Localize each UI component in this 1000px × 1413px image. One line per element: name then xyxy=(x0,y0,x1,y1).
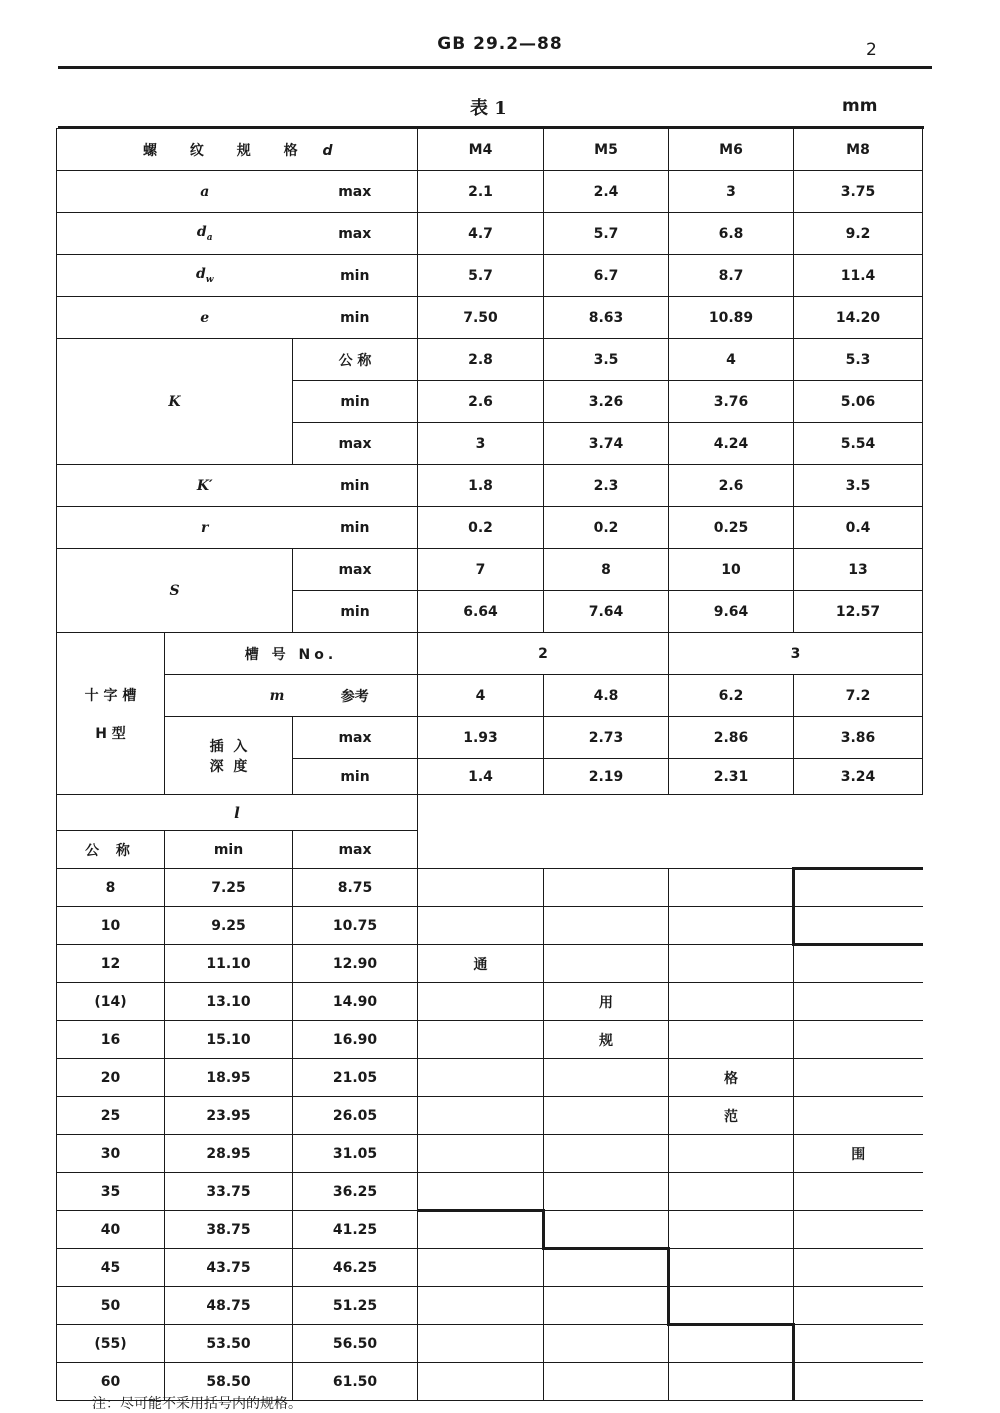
size-header: M6 xyxy=(669,129,794,171)
length-symbol: l xyxy=(57,795,418,831)
length-row xyxy=(57,1249,923,1287)
value-cell: 6.64 xyxy=(418,591,544,633)
insertion-depth-label: 插 入 xyxy=(209,738,248,755)
length-row xyxy=(57,1135,923,1173)
value-cell: 3.76 xyxy=(669,381,794,423)
size-header: M5 xyxy=(544,129,669,171)
value-cell: 13 xyxy=(794,549,923,591)
range-cell xyxy=(669,1249,794,1287)
min-length-header: min xyxy=(165,831,293,869)
cross-slot-label: 十 字 槽 xyxy=(84,687,137,704)
value-cell: 3 xyxy=(418,423,544,465)
max-length: 41.25 xyxy=(293,1211,418,1249)
value-cell: 1.8 xyxy=(418,465,544,507)
value-cell: 3 xyxy=(669,171,794,213)
value-cell: 5.54 xyxy=(794,423,923,465)
table-row xyxy=(57,507,923,549)
param-symbol-k: K xyxy=(57,339,293,465)
range-cell xyxy=(544,1325,669,1363)
range-cell xyxy=(794,1249,923,1287)
value-cell: 0.2 xyxy=(544,507,669,549)
length-row xyxy=(57,945,923,983)
limit-label: max xyxy=(293,717,418,759)
nominal-length: 50 xyxy=(57,1287,165,1325)
length-row xyxy=(57,907,923,945)
range-cell xyxy=(794,1135,923,1173)
length-row xyxy=(57,1173,923,1211)
min-length: 58.50 xyxy=(165,1363,293,1401)
range-cell xyxy=(544,983,669,1021)
range-cell xyxy=(544,1363,669,1401)
range-cell xyxy=(794,1287,923,1325)
min-length: 28.95 xyxy=(165,1135,293,1173)
limit-label: min xyxy=(293,759,418,795)
range-cell xyxy=(669,1325,794,1363)
range-cell xyxy=(544,1097,669,1135)
size-header: M8 xyxy=(794,129,923,171)
range-cell xyxy=(669,869,794,907)
insertion-depth-label: 深 度 xyxy=(209,758,248,775)
min-length: 7.25 xyxy=(165,869,293,907)
length-row xyxy=(57,1287,923,1325)
length-row xyxy=(57,1211,923,1249)
table-row xyxy=(57,255,923,297)
nominal-length: 35 xyxy=(57,1173,165,1211)
min-length: 48.75 xyxy=(165,1287,293,1325)
spec-label: 螺 纹 规 格 xyxy=(143,142,312,159)
value-cell: 9.2 xyxy=(794,213,923,255)
range-cell xyxy=(544,1211,669,1249)
range-cell xyxy=(418,869,544,907)
range-cell xyxy=(669,1363,794,1401)
value-cell: 6.8 xyxy=(669,213,794,255)
range-cell xyxy=(418,1059,544,1097)
value-cell: 3.24 xyxy=(794,759,923,795)
limit-label: 公 称 xyxy=(293,339,418,381)
max-length: 14.90 xyxy=(293,983,418,1021)
value-cell: 3.86 xyxy=(794,717,923,759)
general-range-char: 格 xyxy=(724,1070,739,1087)
value-cell: 10.89 xyxy=(669,297,794,339)
limit-label: max xyxy=(293,549,418,591)
value-cell: 4 xyxy=(418,675,544,717)
value-cell: 2.8 xyxy=(418,339,544,381)
param-symbol-da: $d_a$ xyxy=(57,213,293,255)
spec-symbol: d xyxy=(322,142,333,159)
table-row xyxy=(57,549,923,591)
max-length: 51.25 xyxy=(293,1287,418,1325)
value-cell: 5.06 xyxy=(794,381,923,423)
m-reference-label: 参考 xyxy=(293,675,418,717)
range-cell xyxy=(544,1021,669,1059)
general-range-char: 围 xyxy=(851,1146,866,1163)
range-cell xyxy=(669,1135,794,1173)
range-cell xyxy=(418,983,544,1021)
value-cell: 5.3 xyxy=(794,339,923,381)
range-cell xyxy=(544,907,669,945)
value-cell: 0.4 xyxy=(794,507,923,549)
table-row xyxy=(57,171,923,213)
max-length: 46.25 xyxy=(293,1249,418,1287)
range-cell xyxy=(544,869,669,907)
value-cell: 2.31 xyxy=(669,759,794,795)
value-cell: 4.7 xyxy=(418,213,544,255)
table-header-row xyxy=(57,129,923,171)
limit-label: min xyxy=(293,507,418,549)
nominal-length: (14) xyxy=(57,983,165,1021)
length-row xyxy=(57,869,923,907)
nominal-length: 60 xyxy=(57,1363,165,1401)
slot-number-value: 3 xyxy=(669,633,923,675)
value-cell: 14.20 xyxy=(794,297,923,339)
slot-number-value: 2 xyxy=(418,633,669,675)
m-symbol: m xyxy=(165,675,293,717)
table-row xyxy=(57,339,923,381)
dimension-table xyxy=(56,128,923,1401)
range-cell xyxy=(544,1249,669,1287)
header-rule xyxy=(58,66,932,69)
range-cell xyxy=(669,945,794,983)
length-row xyxy=(57,1021,923,1059)
value-cell: 5.7 xyxy=(418,255,544,297)
limit-label: min xyxy=(293,297,418,339)
insertion-depth-label-cell xyxy=(165,717,293,795)
min-length: 18.95 xyxy=(165,1059,293,1097)
range-cell xyxy=(418,907,544,945)
value-cell: 2.19 xyxy=(544,759,669,795)
range-cell xyxy=(794,1211,923,1249)
max-length: 16.90 xyxy=(293,1021,418,1059)
value-cell: 8.63 xyxy=(544,297,669,339)
max-length: 61.50 xyxy=(293,1363,418,1401)
range-cell xyxy=(418,1097,544,1135)
min-length: 38.75 xyxy=(165,1211,293,1249)
value-cell: 0.25 xyxy=(669,507,794,549)
range-cell xyxy=(794,983,923,1021)
general-range-char: 范 xyxy=(724,1108,739,1125)
nominal-length: 16 xyxy=(57,1021,165,1059)
range-cell xyxy=(669,1173,794,1211)
spec-header-cell xyxy=(57,129,418,171)
max-length: 26.05 xyxy=(293,1097,418,1135)
param-symbol-e: e xyxy=(57,297,293,339)
slot-number-label: 槽 号 No. xyxy=(165,633,418,675)
table-row xyxy=(57,297,923,339)
range-cell xyxy=(544,1287,669,1325)
value-cell: 4.24 xyxy=(669,423,794,465)
value-cell: 11.4 xyxy=(794,255,923,297)
limit-label: min xyxy=(293,591,418,633)
limit-label: max xyxy=(293,171,418,213)
length-range-header xyxy=(418,795,923,869)
length-row xyxy=(57,983,923,1021)
max-length: 12.90 xyxy=(293,945,418,983)
min-length: 13.10 xyxy=(165,983,293,1021)
max-length-header: max xyxy=(293,831,418,869)
min-length: 33.75 xyxy=(165,1173,293,1211)
range-cell xyxy=(794,1021,923,1059)
nominal-length: 10 xyxy=(57,907,165,945)
range-cell xyxy=(544,1135,669,1173)
table-row xyxy=(57,465,923,507)
range-cell xyxy=(418,1135,544,1173)
value-cell: 8 xyxy=(544,549,669,591)
range-cell xyxy=(669,1021,794,1059)
value-cell: 7.50 xyxy=(418,297,544,339)
length-row xyxy=(57,1325,923,1363)
range-cell xyxy=(669,1287,794,1325)
range-cell xyxy=(669,1211,794,1249)
limit-label: max xyxy=(293,423,418,465)
min-length: 9.25 xyxy=(165,907,293,945)
min-length: 43.75 xyxy=(165,1249,293,1287)
range-cell xyxy=(669,1097,794,1135)
general-range-char: 规 xyxy=(599,1032,614,1049)
value-cell: 7.2 xyxy=(794,675,923,717)
value-cell: 1.4 xyxy=(418,759,544,795)
general-range-char: 用 xyxy=(599,994,614,1011)
range-cell xyxy=(418,1325,544,1363)
range-cell xyxy=(669,907,794,945)
cross-slot-type: H 型 xyxy=(95,725,126,742)
param-symbol-dw: $d_w$ xyxy=(57,255,293,297)
value-cell: 7 xyxy=(418,549,544,591)
max-length: 10.75 xyxy=(293,907,418,945)
nominal-length: (55) xyxy=(57,1325,165,1363)
nominal-length: 45 xyxy=(57,1249,165,1287)
value-cell: 9.64 xyxy=(669,591,794,633)
min-length: 15.10 xyxy=(165,1021,293,1059)
table-title: 表 1 xyxy=(470,98,507,119)
max-length: 36.25 xyxy=(293,1173,418,1211)
value-cell: 3.5 xyxy=(544,339,669,381)
general-range-char: 通 xyxy=(473,956,488,973)
nominal-length: 12 xyxy=(57,945,165,983)
standard-code: GB 29.2—88 xyxy=(437,34,563,54)
length-header-row xyxy=(57,795,923,831)
range-cell xyxy=(794,869,923,907)
table-unit: mm xyxy=(842,96,878,116)
value-cell: 4.8 xyxy=(544,675,669,717)
min-length: 11.10 xyxy=(165,945,293,983)
range-cell xyxy=(418,1249,544,1287)
value-cell: 7.64 xyxy=(544,591,669,633)
value-cell: 5.7 xyxy=(544,213,669,255)
range-cell xyxy=(794,945,923,983)
range-cell xyxy=(418,1173,544,1211)
value-cell: 6.7 xyxy=(544,255,669,297)
param-symbol-r: r xyxy=(57,507,293,549)
value-cell: 2.6 xyxy=(669,465,794,507)
value-cell: 3.26 xyxy=(544,381,669,423)
value-cell: 2.1 xyxy=(418,171,544,213)
param-symbol-s: S xyxy=(57,549,293,633)
range-cell xyxy=(418,945,544,983)
value-cell: 6.2 xyxy=(669,675,794,717)
max-length: 31.05 xyxy=(293,1135,418,1173)
value-cell: 2.4 xyxy=(544,171,669,213)
nominal-length: 20 xyxy=(57,1059,165,1097)
cross-slot-label-cell xyxy=(57,633,165,795)
range-cell xyxy=(669,1059,794,1097)
limit-label: min xyxy=(293,465,418,507)
nominal-length: 30 xyxy=(57,1135,165,1173)
value-cell: 12.57 xyxy=(794,591,923,633)
page-number: 2 xyxy=(866,40,877,60)
value-cell: 10 xyxy=(669,549,794,591)
value-cell: 2.73 xyxy=(544,717,669,759)
value-cell: 3.75 xyxy=(794,171,923,213)
range-cell xyxy=(794,1363,923,1401)
value-cell: 1.93 xyxy=(418,717,544,759)
range-cell xyxy=(418,1021,544,1059)
limit-label: min xyxy=(293,255,418,297)
nominal-length-header: 公 称 xyxy=(57,831,165,869)
table-row xyxy=(57,633,923,675)
table-note: 注：尽可能不采用括号内的规格。 xyxy=(92,1396,302,1412)
length-row xyxy=(57,1059,923,1097)
value-cell: 8.7 xyxy=(669,255,794,297)
length-row xyxy=(57,1097,923,1135)
value-cell: 3.74 xyxy=(544,423,669,465)
min-length: 23.95 xyxy=(165,1097,293,1135)
max-length: 8.75 xyxy=(293,869,418,907)
table-row xyxy=(57,717,923,759)
value-cell: 4 xyxy=(669,339,794,381)
range-cell xyxy=(418,1211,544,1249)
limit-label: max xyxy=(293,213,418,255)
range-cell xyxy=(544,1173,669,1211)
nominal-length: 40 xyxy=(57,1211,165,1249)
range-cell xyxy=(794,1173,923,1211)
max-length: 21.05 xyxy=(293,1059,418,1097)
length-rows xyxy=(57,869,923,1401)
range-cell xyxy=(794,907,923,945)
value-cell: 3.5 xyxy=(794,465,923,507)
range-cell xyxy=(794,1325,923,1363)
table-row xyxy=(57,675,923,717)
min-length: 53.50 xyxy=(165,1325,293,1363)
value-cell: 0.2 xyxy=(418,507,544,549)
range-cell xyxy=(794,1059,923,1097)
table-row xyxy=(57,213,923,255)
range-cell xyxy=(544,945,669,983)
range-cell xyxy=(669,983,794,1021)
nominal-length: 8 xyxy=(57,869,165,907)
value-cell: 2.3 xyxy=(544,465,669,507)
value-cell: 2.6 xyxy=(418,381,544,423)
nominal-length: 25 xyxy=(57,1097,165,1135)
range-cell xyxy=(544,1059,669,1097)
range-cell xyxy=(794,1097,923,1135)
size-header: M4 xyxy=(418,129,544,171)
range-cell xyxy=(418,1287,544,1325)
param-symbol-a: a xyxy=(57,171,293,213)
limit-label: min xyxy=(293,381,418,423)
value-cell: 2.86 xyxy=(669,717,794,759)
range-cell xyxy=(418,1363,544,1401)
param-symbol-kprime: K′ xyxy=(57,465,293,507)
max-length: 56.50 xyxy=(293,1325,418,1363)
